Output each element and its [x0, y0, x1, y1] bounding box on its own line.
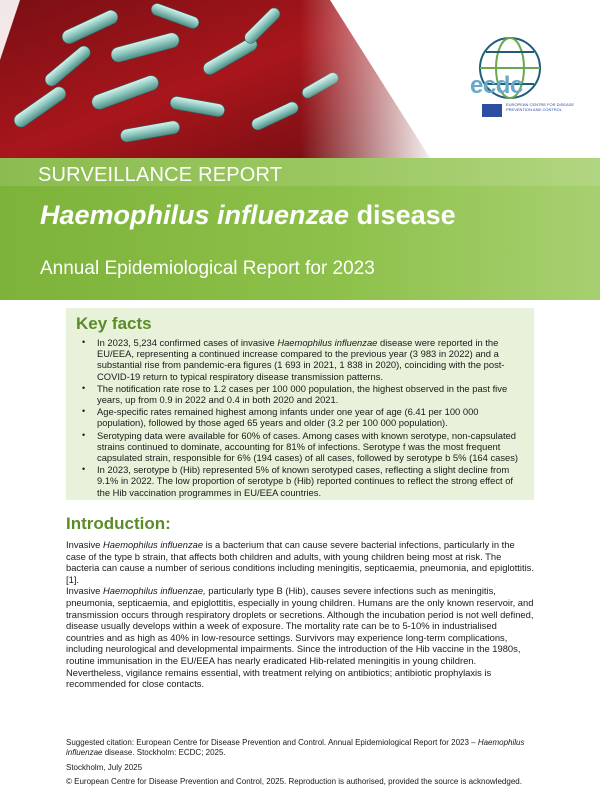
report-type: SURVEILLANCE REPORT — [38, 164, 283, 186]
ecdc-logo-text: ecdc — [470, 72, 523, 99]
list-item: • The notification rate rose to 1.2 cases per 100 000 population, the highest observed in the past five years, up from 0.9 in 2022 and 0.4 in both 2020 and 2021. — [82, 382, 508, 406]
eu-caption: EUROPEAN CENTRE FOR DISEASE PREVENTION AND CONTROL — [506, 102, 575, 112]
bullet-icon: • — [82, 406, 86, 417]
introduction-paragraph: Invasive Haemophilus influenzae, particularly type B (Hib), causes severe infections such as meningitis, pneumonia, septicaemia, and epiglottitis, especially in young children. Humans are the only known reservoir, and transmission occurs through respiratory droplets or secretions. Although the incubation period is not well defined, disease usually develops within a week of exposure. The mortality rate can be to 5-10% in industrialised countries and as high as 40% in low-resource settings. Survivors may experience long-term complications, including neurological and developmental impairments. Since the introduction of the Hib vaccine in the 1980s, routine immunisation in the EU/EEA has nearly eradicated Hib-related meningitis in young children. Nevertheless, vigilance remains essential, with treatment relying on antibiotics; antibiotic prophylaxis is recommended for close contacts. — [66, 585, 534, 690]
list-item: • Age-specific rates remained highest among infants under one year of age (6.41 per 100 000 population), followed by those aged 65 years and older (3.2 per 100 000 population). — [82, 406, 479, 429]
suggested-citation: Suggested citation: European Centre for Disease Prevention and Control. Annual Epidemiological Report for 2023 – Haemophilus influenzae disease. Stockholm: ECDC; 2025. — [66, 738, 525, 758]
introduction-body — [66, 539, 536, 690]
footer — [66, 738, 546, 792]
eu-flag-icon — [482, 104, 502, 117]
bullet-icon: • — [82, 337, 86, 347]
list-item: • Serotyping data were available for 60% of cases. Among cases with known serotype, non-capsulated strains continued to dominate, accounting for 81% of infections. Serotype f was the most frequent capsulated strain, responsible for 6% (194 cases) of all cases, followed by serotype b 5% (164 cases) — [82, 429, 519, 464]
copyright-notice: © European Centre for Disease Prevention and Control, 2025. Reproduction is authorised, provided the source is acknowledged. — [66, 777, 522, 787]
key-facts-list — [78, 337, 528, 499]
bullet-icon: • — [82, 429, 86, 440]
list-item: • In 2023, 5,234 confirmed cases of invasive Haemophilus influenzae disease were reported in the EU/EEA, representing a continued increase compared to the previous year (3 983 in 2022) and a substantial rise from pandemic-era figures (1 693 in 2021, 1 838 in 2020), coinciding with the post-COVID-19 return to typical respiratory disease transmission patterns. — [82, 337, 505, 382]
bullet-icon: • — [82, 382, 86, 393]
key-facts-title: Key facts — [76, 314, 152, 333]
report-title-rest: disease — [349, 200, 456, 230]
report-subtitle: Annual Epidemiological Report for 2023 — [40, 258, 375, 279]
introduction-paragraph: Invasive Haemophilus influenzae is a bacterium that can cause severe bacterial infections, particularly in the case of the type b strain, that affects both children and adults, with young children being most at risk. The bacteria can cause a number of serious conditions including meningitis, septicaemia, pneumonia, and epiglottitis. [1]. — [66, 539, 534, 585]
cover-header — [0, 0, 600, 158]
bullet-icon: • — [82, 464, 86, 475]
report-title — [40, 200, 456, 231]
list-item: • In 2023, serotype b (Hib) represented 5% of known serotyped cases, reflecting a slight decline from 9.1% in 2022. The low proportion of serotype b (Hib) reported continues to reflect the strong effect of the Hib vaccination programmes in EU/EEA countries. — [82, 464, 514, 498]
report-title-italic: Haemophilus influenzae — [40, 200, 350, 230]
introduction-heading: Introduction: — [66, 514, 171, 533]
place-date: Stockholm, July 2025 — [66, 762, 143, 772]
